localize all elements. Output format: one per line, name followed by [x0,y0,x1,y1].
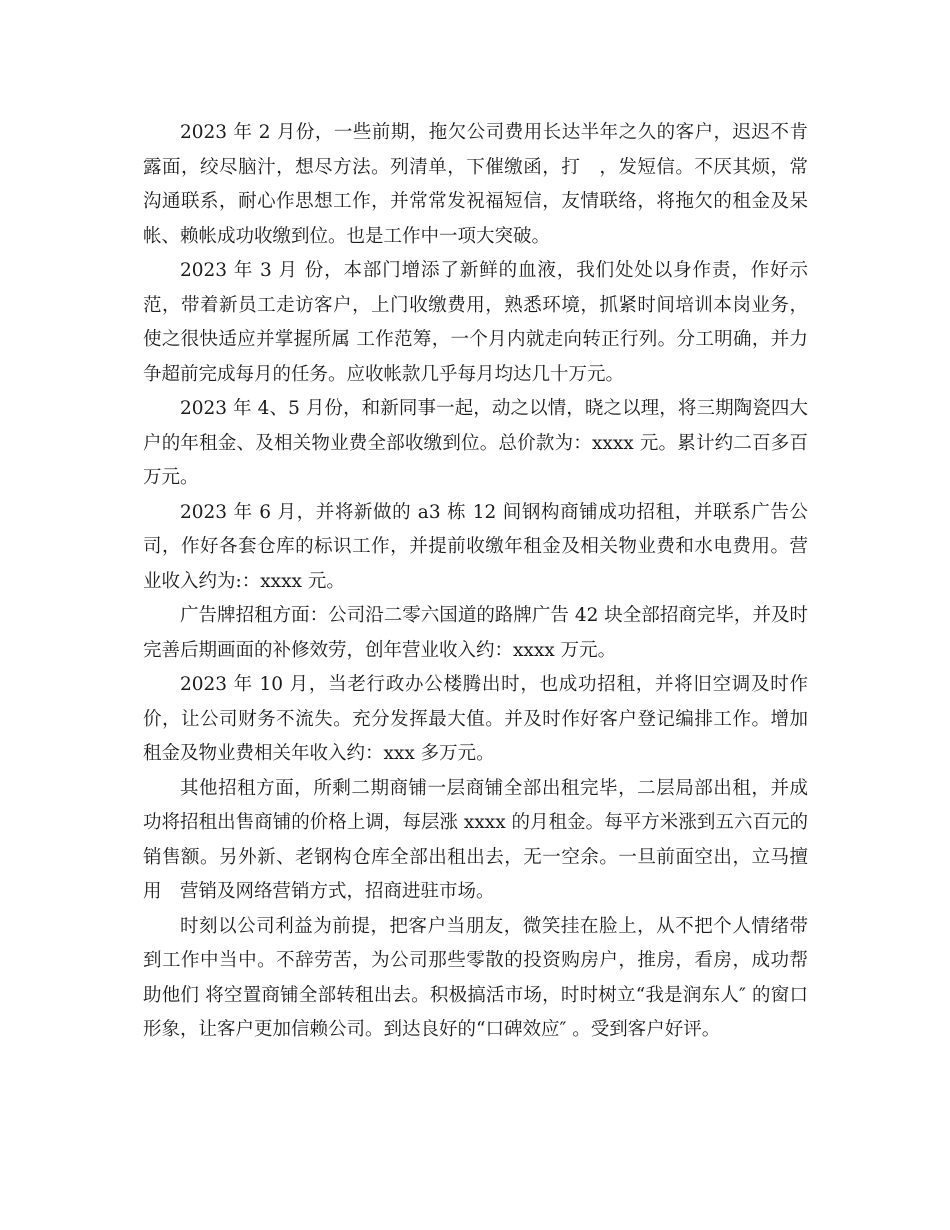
paragraph-feb: 2023 年 2 月份，一些前期，拖欠公司费用长达半年之久的客户，迟迟不肯露面，绞尽脑汁，想尽方法。列清单，下催缴函，打 ，发短信。不厌其烦，常沟通联系，耐心作思想工作，并常常发祝福短信，友情联络，将拖欠的租金及呆帐、赖帐成功收缴到位。也是工作中一项大突破。 [143,122,808,247]
paragraph-apr-may: 2023 年 4、5 月份，和新同事一起，动之以情，晓之以理，将三期陶瓷四大户的年租金、及相关物业费全部收缴到位。总价款为：xxxx 元。累计约二百多百万元。 [143,398,808,488]
paragraph-jun: 2023 年 6 月，并将新做的 a3 栋 12 间钢构商铺成功招租，并联系广告公司，作好各套仓库的标识工作，并提前收缴年租金及相关物业费和水电费用。营业收入约为:：xxxx 元。 [143,501,808,592]
paragraph-mar: 2023 年 3 月 份，本部门增添了新鲜的血液，我们处处以身作责，作好示范，带着新员工走访客户，上门收缴费用，熟悉环境，抓紧时间培训本岗业务，使之很快适应并掌握所属 工作范筹，一个月内就走向转正行列。分工明确，并力争超前完成每月的任务。应收帐款几乎每月均达几十万元。 [143,260,808,385]
paragraph-customer-service: 时刻以公司利益为前提，把客户当朋友，微笑挂在脸上，从不把个人情绪带到工作中当中。不辞劳苦，为公司那些零散的投资购房户，推房，看房，成功帮助他们 将空置商铺全部转租出去。积极搞活市场，时时树立“我是润东人″ 的窗口形象，让客户更加信赖公司。到达良好的“口碑效应″ 。受到客户好评。 [143,915,808,1040]
document-body [143,116,808,1048]
paragraph-oct: 2023 年 10 月，当老行政办公楼腾出时，也成功招租，并将旧空调及时作价，让公司财务不流失。充分发挥最大值。并及时作好客户登记编排工作。增加租金及物业费相关年收入约：xxx 多万元。 [143,674,808,764]
paragraph-billboard: 广告牌招租方面：公司沿二零六国道的路牌广告 42 块全部招商完毕，并及时完善后期画面的补修效劳，创年营业收入约：xxxx 万元。 [143,605,808,661]
paragraph-other-leasing: 其他招租方面，所剩二期商铺一层商铺全部出租完毕，二层局部出租，并成功将招租出售商铺的价格上调，每层涨 xxxx 的月租金。每平方米涨到五六百元的销售额。另外新、老钢构仓库全部出租出去，无一空余。一旦前面空出，立马擅用 营销及网络营销方式，招商进驻市场。 [143,777,808,902]
